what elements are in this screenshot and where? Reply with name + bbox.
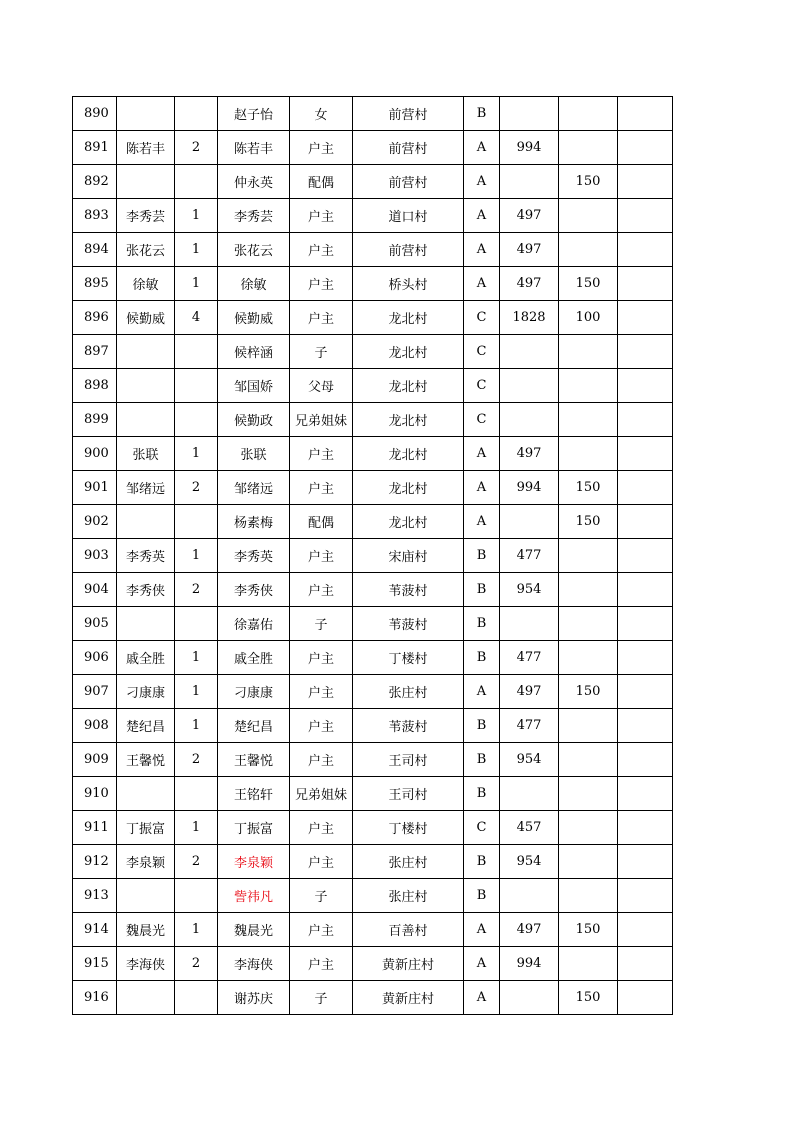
note-cell: [618, 437, 673, 471]
relation-cell: 户主: [290, 947, 353, 981]
household-size-cell: [175, 97, 218, 131]
note-cell: [618, 539, 673, 573]
village-cell: 丁楼村: [353, 641, 464, 675]
amount-1-cell: [500, 981, 559, 1015]
amount-2-cell: [559, 199, 618, 233]
household-size-cell: 1: [175, 709, 218, 743]
row-number-cell: 914: [73, 913, 117, 947]
household-size-cell: 1: [175, 641, 218, 675]
member-name-cell: 邹绪远: [218, 471, 290, 505]
grade-cell: A: [464, 165, 500, 199]
grade-cell: C: [464, 369, 500, 403]
table-row: [73, 369, 673, 403]
relation-cell: 父母: [290, 369, 353, 403]
amount-2-cell: [559, 369, 618, 403]
row-number-cell: 890: [73, 97, 117, 131]
relation-cell: 户主: [290, 573, 353, 607]
amount-2-cell: [559, 947, 618, 981]
note-cell: [618, 879, 673, 913]
relation-cell: 户主: [290, 811, 353, 845]
grade-cell: B: [464, 607, 500, 641]
amount-1-cell: 497: [500, 913, 559, 947]
note-cell: [618, 573, 673, 607]
row-number-cell: 902: [73, 505, 117, 539]
village-cell: 龙北村: [353, 335, 464, 369]
member-name-cell: 候勤政: [218, 403, 290, 437]
amount-2-cell: 100: [559, 301, 618, 335]
household-size-cell: [175, 369, 218, 403]
member-name-cell: 李秀芸: [218, 199, 290, 233]
household-size-cell: 4: [175, 301, 218, 335]
amount-2-cell: [559, 811, 618, 845]
household-size-cell: 1: [175, 437, 218, 471]
amount-1-cell: 477: [500, 539, 559, 573]
applicant-cell: 王馨悦: [117, 743, 175, 777]
table-row: [73, 947, 673, 981]
amount-1-cell: [500, 165, 559, 199]
amount-1-cell: 994: [500, 947, 559, 981]
applicant-cell: 李秀芸: [117, 199, 175, 233]
note-cell: [618, 97, 673, 131]
relation-cell: 子: [290, 335, 353, 369]
amount-1-cell: 457: [500, 811, 559, 845]
village-cell: 苇菠村: [353, 573, 464, 607]
table-row: [73, 709, 673, 743]
applicant-cell: [117, 97, 175, 131]
row-number-cell: 903: [73, 539, 117, 573]
household-size-cell: [175, 335, 218, 369]
row-number-cell: 911: [73, 811, 117, 845]
row-number-cell: 916: [73, 981, 117, 1015]
amount-1-cell: [500, 335, 559, 369]
amount-1-cell: 994: [500, 131, 559, 165]
table-row: [73, 199, 673, 233]
records-table: [72, 96, 673, 1015]
row-number-cell: 897: [73, 335, 117, 369]
row-number-cell: 895: [73, 267, 117, 301]
member-name-cell: 徐敏: [218, 267, 290, 301]
member-name-cell: 徐嘉佑: [218, 607, 290, 641]
relation-cell: 女: [290, 97, 353, 131]
amount-2-cell: 150: [559, 505, 618, 539]
household-size-cell: [175, 505, 218, 539]
row-number-cell: 906: [73, 641, 117, 675]
amount-1-cell: [500, 879, 559, 913]
amount-2-cell: [559, 777, 618, 811]
amount-2-cell: 150: [559, 471, 618, 505]
table-row: [73, 471, 673, 505]
household-size-cell: [175, 165, 218, 199]
table-row: [73, 437, 673, 471]
grade-cell: C: [464, 403, 500, 437]
household-size-cell: [175, 777, 218, 811]
note-cell: [618, 301, 673, 335]
amount-2-cell: [559, 97, 618, 131]
applicant-cell: 陈若丰: [117, 131, 175, 165]
grade-cell: A: [464, 131, 500, 165]
member-name-cell: 赵子怡: [218, 97, 290, 131]
relation-cell: 户主: [290, 301, 353, 335]
table-row: [73, 607, 673, 641]
applicant-cell: [117, 335, 175, 369]
village-cell: 张庄村: [353, 845, 464, 879]
amount-2-cell: [559, 573, 618, 607]
village-cell: 苇菠村: [353, 607, 464, 641]
grade-cell: A: [464, 267, 500, 301]
amount-2-cell: [559, 403, 618, 437]
amount-1-cell: 477: [500, 641, 559, 675]
village-cell: 黄新庄村: [353, 947, 464, 981]
applicant-cell: 楚纪昌: [117, 709, 175, 743]
applicant-cell: 李海侠: [117, 947, 175, 981]
relation-cell: 户主: [290, 267, 353, 301]
note-cell: [618, 641, 673, 675]
relation-cell: 子: [290, 607, 353, 641]
village-cell: 苇菠村: [353, 709, 464, 743]
village-cell: 丁楼村: [353, 811, 464, 845]
note-cell: [618, 675, 673, 709]
grade-cell: B: [464, 97, 500, 131]
note-cell: [618, 947, 673, 981]
row-number-cell: 909: [73, 743, 117, 777]
note-cell: [618, 233, 673, 267]
table-row: [73, 777, 673, 811]
household-size-cell: [175, 607, 218, 641]
applicant-cell: 张花云: [117, 233, 175, 267]
applicant-cell: 丁振富: [117, 811, 175, 845]
grade-cell: A: [464, 675, 500, 709]
table-row: [73, 131, 673, 165]
member-name-cell: 丁振富: [218, 811, 290, 845]
village-cell: 王司村: [353, 777, 464, 811]
table-row: [73, 675, 673, 709]
row-number-cell: 913: [73, 879, 117, 913]
grade-cell: B: [464, 879, 500, 913]
relation-cell: 户主: [290, 845, 353, 879]
member-name-cell: 訾祎凡: [218, 879, 290, 913]
grade-cell: A: [464, 437, 500, 471]
amount-1-cell: [500, 97, 559, 131]
grade-cell: A: [464, 505, 500, 539]
applicant-cell: [117, 607, 175, 641]
amount-2-cell: [559, 131, 618, 165]
row-number-cell: 892: [73, 165, 117, 199]
grade-cell: C: [464, 335, 500, 369]
household-size-cell: 2: [175, 947, 218, 981]
member-name-cell: 李海侠: [218, 947, 290, 981]
member-name-cell: 戚全胜: [218, 641, 290, 675]
village-cell: 龙北村: [353, 505, 464, 539]
household-size-cell: 1: [175, 267, 218, 301]
note-cell: [618, 607, 673, 641]
amount-2-cell: 150: [559, 267, 618, 301]
grade-cell: B: [464, 641, 500, 675]
member-name-cell: 候勤威: [218, 301, 290, 335]
household-size-cell: 1: [175, 675, 218, 709]
row-number-cell: 912: [73, 845, 117, 879]
table-row: [73, 505, 673, 539]
note-cell: [618, 811, 673, 845]
member-name-cell: 杨素梅: [218, 505, 290, 539]
village-cell: 宋庙村: [353, 539, 464, 573]
applicant-cell: 魏晨光: [117, 913, 175, 947]
applicant-cell: [117, 981, 175, 1015]
grade-cell: C: [464, 301, 500, 335]
table-row: [73, 301, 673, 335]
table-row: [73, 335, 673, 369]
applicant-cell: [117, 505, 175, 539]
amount-2-cell: 150: [559, 675, 618, 709]
household-size-cell: 2: [175, 845, 218, 879]
relation-cell: 户主: [290, 743, 353, 777]
applicant-cell: [117, 403, 175, 437]
amount-2-cell: [559, 879, 618, 913]
relation-cell: 子: [290, 981, 353, 1015]
village-cell: 张庄村: [353, 879, 464, 913]
table-row: [73, 267, 673, 301]
table-body: [73, 97, 673, 1015]
relation-cell: 兄弟姐妹: [290, 403, 353, 437]
village-cell: 张庄村: [353, 675, 464, 709]
note-cell: [618, 165, 673, 199]
note-cell: [618, 199, 673, 233]
relation-cell: 户主: [290, 471, 353, 505]
grade-cell: A: [464, 471, 500, 505]
table-row: [73, 573, 673, 607]
grade-cell: C: [464, 811, 500, 845]
row-number-cell: 891: [73, 131, 117, 165]
amount-2-cell: [559, 641, 618, 675]
note-cell: [618, 981, 673, 1015]
note-cell: [618, 369, 673, 403]
grade-cell: B: [464, 845, 500, 879]
note-cell: [618, 505, 673, 539]
amount-1-cell: 1828: [500, 301, 559, 335]
table-row: [73, 879, 673, 913]
row-number-cell: 904: [73, 573, 117, 607]
household-size-cell: 1: [175, 199, 218, 233]
grade-cell: B: [464, 743, 500, 777]
note-cell: [618, 403, 673, 437]
village-cell: 百善村: [353, 913, 464, 947]
village-cell: 黄新庄村: [353, 981, 464, 1015]
grade-cell: B: [464, 539, 500, 573]
amount-2-cell: [559, 709, 618, 743]
applicant-cell: [117, 165, 175, 199]
member-name-cell: 仲永英: [218, 165, 290, 199]
amount-1-cell: 497: [500, 233, 559, 267]
note-cell: [618, 913, 673, 947]
village-cell: 前营村: [353, 97, 464, 131]
applicant-cell: [117, 777, 175, 811]
table-row: [73, 233, 673, 267]
relation-cell: 户主: [290, 641, 353, 675]
row-number-cell: 907: [73, 675, 117, 709]
table-row: [73, 981, 673, 1015]
amount-1-cell: [500, 505, 559, 539]
grade-cell: B: [464, 777, 500, 811]
applicant-cell: [117, 369, 175, 403]
table-row: [73, 811, 673, 845]
village-cell: 龙北村: [353, 301, 464, 335]
household-size-cell: 2: [175, 743, 218, 777]
relation-cell: 户主: [290, 199, 353, 233]
table-row: [73, 743, 673, 777]
applicant-cell: 刁康康: [117, 675, 175, 709]
amount-1-cell: 497: [500, 267, 559, 301]
amount-2-cell: [559, 845, 618, 879]
amount-1-cell: 954: [500, 845, 559, 879]
amount-2-cell: [559, 437, 618, 471]
grade-cell: A: [464, 233, 500, 267]
note-cell: [618, 471, 673, 505]
note-cell: [618, 845, 673, 879]
relation-cell: 户主: [290, 233, 353, 267]
household-size-cell: 2: [175, 131, 218, 165]
member-name-cell: 陈若丰: [218, 131, 290, 165]
note-cell: [618, 131, 673, 165]
amount-2-cell: [559, 607, 618, 641]
village-cell: 道口村: [353, 199, 464, 233]
applicant-cell: 邹绪远: [117, 471, 175, 505]
note-cell: [618, 709, 673, 743]
grade-cell: A: [464, 199, 500, 233]
household-size-cell: [175, 879, 218, 913]
village-cell: 前营村: [353, 165, 464, 199]
household-size-cell: [175, 981, 218, 1015]
amount-2-cell: [559, 539, 618, 573]
note-cell: [618, 777, 673, 811]
table-row: [73, 641, 673, 675]
village-cell: 龙北村: [353, 471, 464, 505]
applicant-cell: 戚全胜: [117, 641, 175, 675]
amount-2-cell: [559, 743, 618, 777]
grade-cell: B: [464, 709, 500, 743]
amount-1-cell: 954: [500, 743, 559, 777]
village-cell: 王司村: [353, 743, 464, 777]
applicant-cell: 李秀英: [117, 539, 175, 573]
village-cell: 桥头村: [353, 267, 464, 301]
amount-2-cell: [559, 335, 618, 369]
applicant-cell: 李秀侠: [117, 573, 175, 607]
row-number-cell: 915: [73, 947, 117, 981]
row-number-cell: 898: [73, 369, 117, 403]
amount-2-cell: [559, 233, 618, 267]
table-row: [73, 403, 673, 437]
member-name-cell: 谢苏庆: [218, 981, 290, 1015]
household-size-cell: 1: [175, 913, 218, 947]
amount-1-cell: [500, 607, 559, 641]
table-row: [73, 913, 673, 947]
amount-2-cell: 150: [559, 981, 618, 1015]
relation-cell: 户主: [290, 709, 353, 743]
note-cell: [618, 335, 673, 369]
applicant-cell: 张联: [117, 437, 175, 471]
row-number-cell: 894: [73, 233, 117, 267]
row-number-cell: 910: [73, 777, 117, 811]
member-name-cell: 邹国娇: [218, 369, 290, 403]
relation-cell: 户主: [290, 539, 353, 573]
member-name-cell: 李秀英: [218, 539, 290, 573]
relation-cell: 子: [290, 879, 353, 913]
grade-cell: B: [464, 573, 500, 607]
relation-cell: 配偶: [290, 165, 353, 199]
row-number-cell: 900: [73, 437, 117, 471]
grade-cell: A: [464, 981, 500, 1015]
household-size-cell: 2: [175, 471, 218, 505]
amount-1-cell: [500, 777, 559, 811]
member-name-cell: 李泉颖: [218, 845, 290, 879]
member-name-cell: 王铭轩: [218, 777, 290, 811]
member-name-cell: 刁康康: [218, 675, 290, 709]
amount-1-cell: 497: [500, 199, 559, 233]
table-row: [73, 165, 673, 199]
village-cell: 龙北村: [353, 403, 464, 437]
household-size-cell: 1: [175, 233, 218, 267]
amount-1-cell: [500, 369, 559, 403]
table-row: [73, 97, 673, 131]
amount-1-cell: 994: [500, 471, 559, 505]
member-name-cell: 张联: [218, 437, 290, 471]
grade-cell: A: [464, 947, 500, 981]
amount-1-cell: 497: [500, 675, 559, 709]
relation-cell: 户主: [290, 437, 353, 471]
household-size-cell: 1: [175, 539, 218, 573]
amount-1-cell: 954: [500, 573, 559, 607]
applicant-cell: 候勤威: [117, 301, 175, 335]
note-cell: [618, 743, 673, 777]
amount-1-cell: 477: [500, 709, 559, 743]
amount-2-cell: 150: [559, 165, 618, 199]
table-row: [73, 845, 673, 879]
relation-cell: 兄弟姐妹: [290, 777, 353, 811]
household-size-cell: [175, 403, 218, 437]
table-row: [73, 539, 673, 573]
relation-cell: 户主: [290, 913, 353, 947]
applicant-cell: 徐敏: [117, 267, 175, 301]
household-size-cell: 2: [175, 573, 218, 607]
row-number-cell: 899: [73, 403, 117, 437]
member-name-cell: 张花云: [218, 233, 290, 267]
row-number-cell: 893: [73, 199, 117, 233]
applicant-cell: 李泉颖: [117, 845, 175, 879]
member-name-cell: 王馨悦: [218, 743, 290, 777]
member-name-cell: 楚纪昌: [218, 709, 290, 743]
row-number-cell: 901: [73, 471, 117, 505]
row-number-cell: 905: [73, 607, 117, 641]
applicant-cell: [117, 879, 175, 913]
row-number-cell: 896: [73, 301, 117, 335]
relation-cell: 户主: [290, 131, 353, 165]
village-cell: 前营村: [353, 233, 464, 267]
grade-cell: A: [464, 913, 500, 947]
row-number-cell: 908: [73, 709, 117, 743]
amount-2-cell: 150: [559, 913, 618, 947]
village-cell: 前营村: [353, 131, 464, 165]
household-size-cell: 1: [175, 811, 218, 845]
relation-cell: 配偶: [290, 505, 353, 539]
village-cell: 龙北村: [353, 437, 464, 471]
village-cell: 龙北村: [353, 369, 464, 403]
member-name-cell: 魏晨光: [218, 913, 290, 947]
member-name-cell: 候梓涵: [218, 335, 290, 369]
relation-cell: 户主: [290, 675, 353, 709]
amount-1-cell: 497: [500, 437, 559, 471]
amount-1-cell: [500, 403, 559, 437]
member-name-cell: 李秀侠: [218, 573, 290, 607]
note-cell: [618, 267, 673, 301]
